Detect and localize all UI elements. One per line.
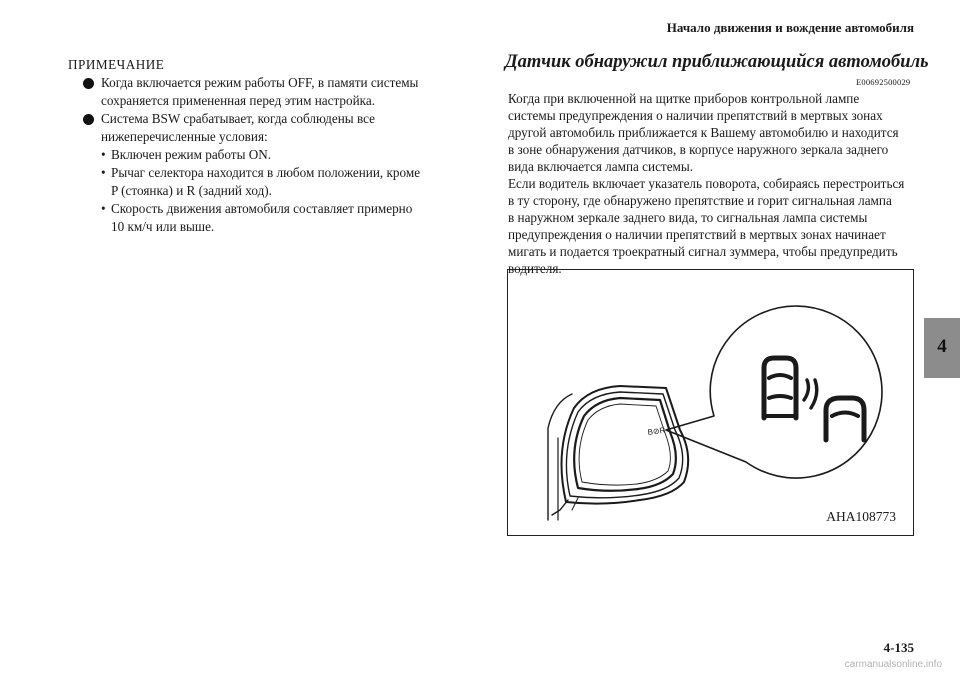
dot-bullet-icon: • [101, 147, 106, 162]
body-line: мигать и подается троекратный сигнал зуммера, чтобы предупредить [508, 244, 898, 259]
mirror-lamp-mark: B⊘R [647, 425, 666, 437]
car-icon-window [769, 375, 791, 378]
condition-text-continued: P (стоянка) и R (задний ход). [111, 183, 272, 198]
condition-text: Рычаг селектора находится в любом положении, кроме [111, 165, 421, 180]
zoom-callout [666, 306, 882, 478]
mirror-glass-inner [579, 404, 670, 485]
dot-bullet-icon: • [101, 201, 106, 216]
section-title: Датчик обнаружил приближающийся автомобиль [505, 52, 929, 72]
section-code: E00692500029 [856, 77, 911, 87]
page-number: 4-135 [883, 640, 914, 655]
mirror-base [552, 500, 568, 515]
body-line: системы предупреждения о наличии препятствий в мертвых зонах [508, 108, 883, 123]
body-line: Когда при включенной на щитке приборов контрольной лампе [508, 91, 860, 106]
chapter-tab [924, 318, 960, 378]
note-item-line: Система BSW срабатывает, когда соблюдены все [101, 111, 375, 126]
car-icon [764, 358, 796, 418]
chapter-tab-number: 4 [937, 336, 947, 357]
body-line: вида включается лампа системы. [508, 159, 694, 174]
note-item-line: сохраняется примененная перед этим настройка. [101, 93, 376, 108]
body-line: Если водитель включает указатель поворота, собираясь перестроиться [508, 176, 905, 191]
note-block [68, 56, 420, 236]
condition-item [68, 200, 420, 218]
section-body [508, 90, 928, 277]
note-item-line: Когда включается режим работы OFF, в памяти системы [101, 75, 419, 90]
condition-item [68, 146, 420, 164]
dot-bullet-icon: • [101, 165, 106, 180]
condition-item [68, 164, 420, 182]
mirror-base [572, 498, 578, 510]
mirror-drawing [508, 270, 913, 535]
note-item-line: нижеперечисленные условия: [101, 129, 268, 144]
body-line: в наружном зеркале заднего вида, то сигнальная лампа системы [508, 210, 868, 225]
note-title: ПРИМЕЧАНИЕ [68, 57, 165, 72]
note-item [68, 74, 420, 110]
mirror-illustration [507, 269, 914, 536]
figure-label: AHA108773 [826, 509, 896, 524]
bullet-icon [83, 78, 94, 89]
car-icon-window [769, 396, 791, 398]
signal-wave-icon [804, 380, 808, 400]
car-icon [826, 398, 864, 440]
condition-text: Включен режим работы ON. [111, 147, 272, 162]
condition-text: Скорость движения автомобиля составляет примерно [111, 201, 413, 216]
condition-text-continued: 10 км/ч или выше. [111, 219, 215, 234]
body-line: водителя. [508, 261, 562, 276]
running-header: Начало движения и вождение автомобиля [666, 20, 914, 35]
door-line [548, 394, 572, 520]
bullet-icon [83, 114, 94, 125]
signal-wave-icon [811, 380, 817, 408]
watermark: carmanualsonline.info [844, 659, 942, 670]
body-line: другой автомобиль приближается к Вашему автомобилю и находится [508, 125, 899, 140]
body-line: предупреждения о наличии препятствий в мертвых зонах начинает [508, 227, 886, 242]
note-item [68, 110, 420, 146]
car-icon-window [832, 413, 858, 417]
body-line: в ту сторону, где обнаружено препятствие и горит сигнальная лампа [508, 193, 892, 208]
body-line: в зоне обнаружения датчиков, в корпусе наружного зеркала заднего [508, 142, 889, 157]
